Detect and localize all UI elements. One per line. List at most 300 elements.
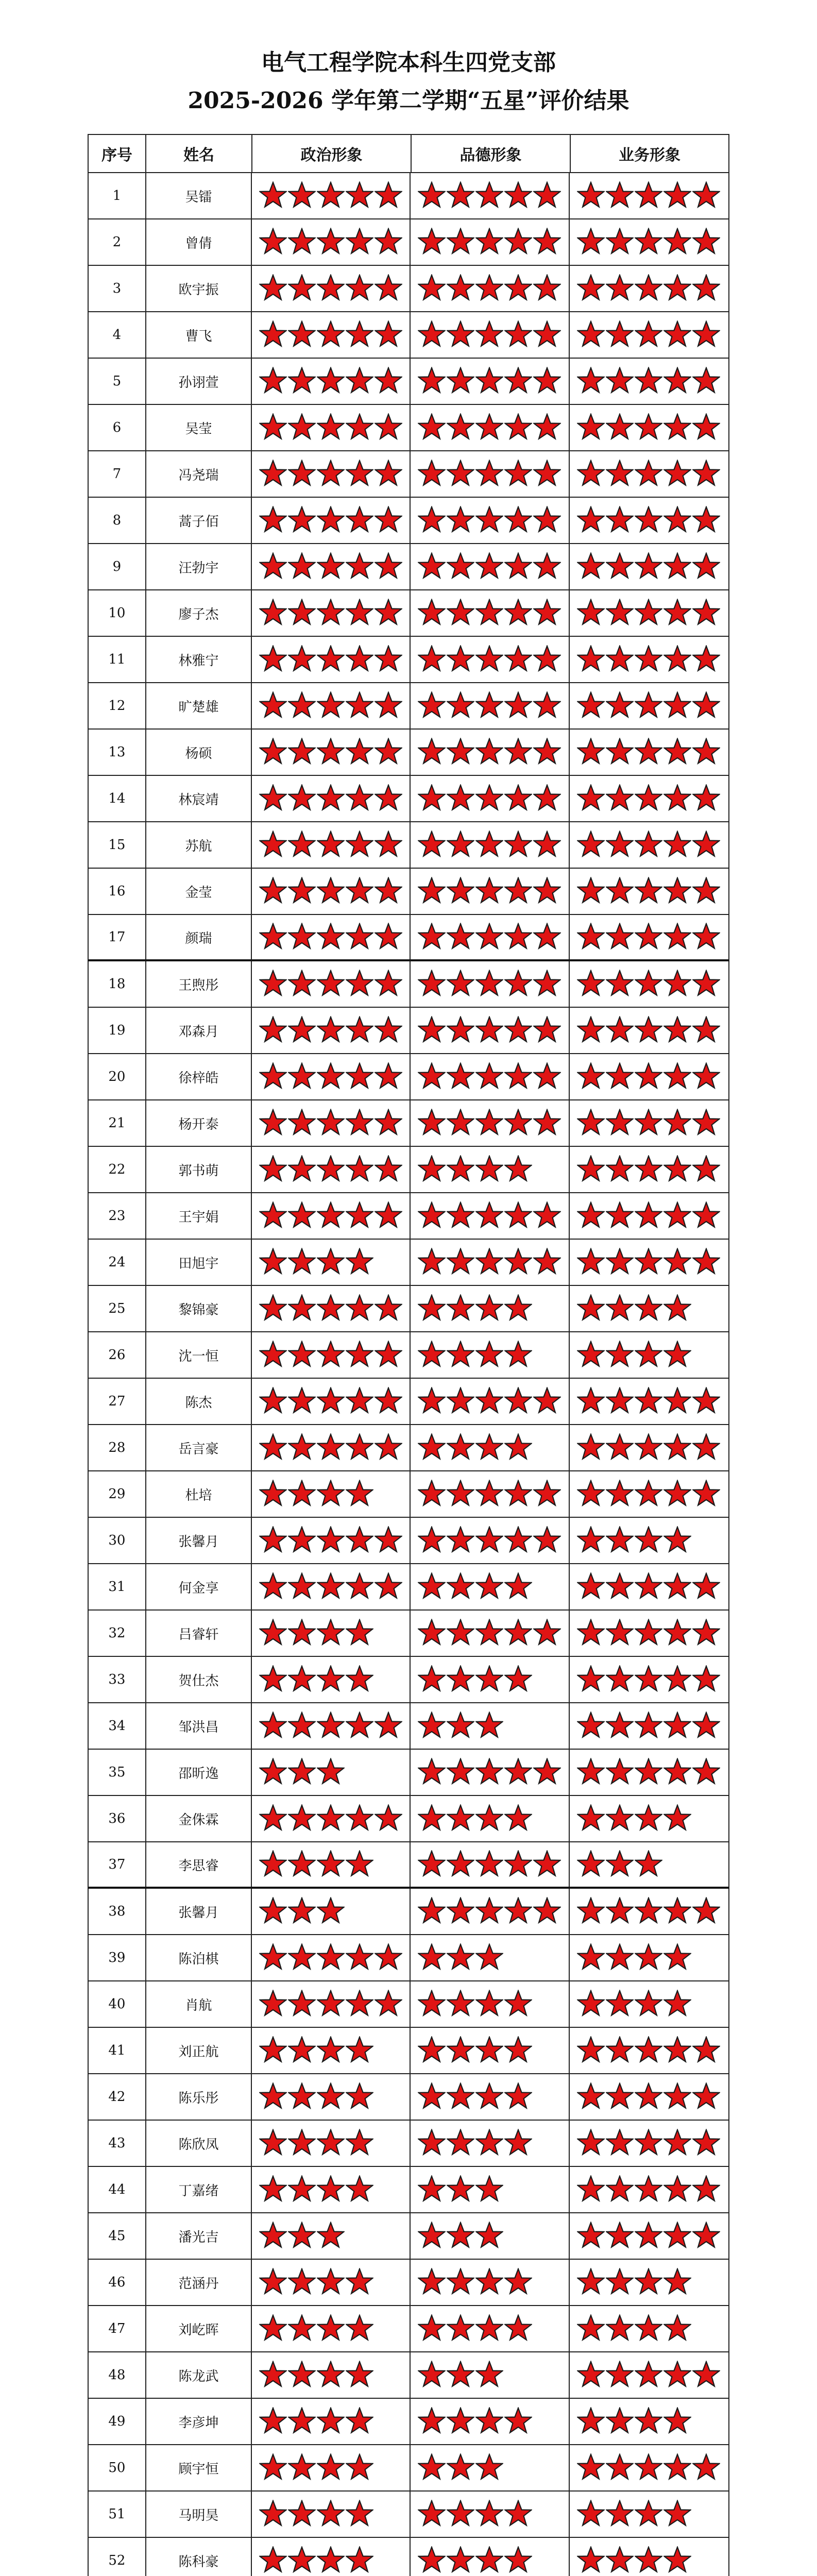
red-star-icon [635, 1711, 663, 1740]
red-star-icon [288, 1201, 317, 1230]
red-star-icon [692, 1572, 721, 1601]
row-index: 22 [89, 1147, 146, 1192]
red-star-icon [692, 599, 721, 628]
rating-work [570, 1796, 728, 1841]
star-rating [418, 599, 562, 628]
red-star-icon [504, 1062, 533, 1091]
red-star-icon [635, 1943, 663, 1972]
table-row [88, 1842, 729, 1889]
red-star-icon [606, 1572, 635, 1601]
red-star-icon [288, 1016, 317, 1045]
red-star-icon [418, 460, 447, 488]
red-star-icon [635, 181, 663, 210]
red-star-icon [577, 645, 606, 674]
member-name: 徐梓皓 [146, 1054, 252, 1099]
row-index: 13 [89, 730, 146, 775]
table-row [88, 1008, 729, 1054]
red-star-icon [447, 506, 475, 535]
star-rating [259, 2082, 375, 2111]
member-name: 范涵丹 [146, 2260, 252, 2305]
red-star-icon [504, 1480, 533, 1509]
row-index: 34 [89, 1703, 146, 1749]
red-star-icon [635, 367, 663, 396]
red-star-icon [346, 2361, 375, 2389]
table-row [88, 961, 729, 1008]
star-rating [577, 1016, 721, 1045]
red-star-icon [447, 228, 475, 257]
red-star-icon [346, 2407, 375, 2436]
red-star-icon [418, 2361, 447, 2389]
red-star-icon [418, 181, 447, 210]
table-row [88, 730, 729, 776]
rating-work [570, 683, 728, 728]
rating-moral [411, 1332, 569, 1378]
header-moral: 品德形象 [412, 135, 571, 172]
red-star-icon [475, 460, 504, 488]
red-star-icon [663, 320, 692, 349]
red-star-icon [259, 784, 288, 813]
red-star-icon [375, 228, 403, 257]
red-star-icon [635, 923, 663, 952]
star-rating [577, 1387, 721, 1416]
row-index: 1 [89, 173, 146, 218]
red-star-icon [288, 2453, 317, 2482]
star-rating [418, 2546, 533, 2575]
red-star-icon [577, 2036, 606, 2065]
red-star-icon [533, 367, 562, 396]
red-star-icon [418, 1990, 447, 2019]
table-row [88, 1889, 729, 1935]
red-star-icon [577, 831, 606, 859]
red-star-icon [504, 2129, 533, 2158]
rating-work [570, 1008, 728, 1053]
red-star-icon [418, 645, 447, 674]
red-star-icon [504, 645, 533, 674]
red-star-icon [475, 2546, 504, 2575]
rating-moral [411, 961, 569, 1007]
star-rating [577, 2222, 721, 2250]
red-star-icon [635, 2546, 663, 2575]
red-star-icon [346, 1526, 375, 1555]
star-rating [259, 552, 403, 581]
member-name: 颜瑞 [146, 915, 252, 959]
row-index: 43 [89, 2121, 146, 2166]
rating-political [252, 1611, 411, 1656]
rating-work [570, 1425, 728, 1470]
star-rating [418, 2036, 533, 2065]
rating-political [252, 2260, 411, 2305]
rating-political [252, 544, 411, 589]
document-subtitle: 2025-2026 学年第二学期“五星”评价结果 [188, 88, 629, 114]
red-star-icon [317, 1990, 346, 2019]
red-star-icon [447, 1943, 475, 1972]
red-star-icon [447, 1480, 475, 1509]
rating-table [88, 134, 729, 2576]
star-rating [577, 552, 721, 581]
red-star-icon [606, 2546, 635, 2575]
rating-moral [411, 173, 569, 218]
red-star-icon [692, 2361, 721, 2389]
table-row [88, 683, 729, 730]
red-star-icon [259, 2546, 288, 2575]
red-star-icon [504, 1109, 533, 1138]
star-rating [259, 2036, 375, 2065]
red-star-icon [346, 1155, 375, 1184]
red-star-icon [317, 2268, 346, 2297]
row-index: 31 [89, 1564, 146, 1609]
red-star-icon [606, 2361, 635, 2389]
red-star-icon [418, 2314, 447, 2343]
red-star-icon [418, 738, 447, 767]
red-star-icon [606, 1711, 635, 1740]
red-star-icon [317, 413, 346, 442]
red-star-icon [346, 2500, 375, 2529]
star-rating [577, 1943, 692, 1972]
star-rating [418, 645, 562, 674]
red-star-icon [692, 1619, 721, 1648]
red-star-icon [504, 1897, 533, 1926]
red-star-icon [606, 1201, 635, 1230]
red-star-icon [346, 691, 375, 720]
red-star-icon [504, 2546, 533, 2575]
red-star-icon [663, 2036, 692, 2065]
rating-moral [411, 822, 569, 868]
red-star-icon [606, 1248, 635, 1277]
star-rating [259, 1341, 403, 1369]
rating-moral [411, 2399, 569, 2444]
rating-political [252, 915, 411, 959]
red-star-icon [475, 1711, 504, 1740]
red-star-icon [475, 1572, 504, 1601]
red-star-icon [346, 1387, 375, 1416]
star-rating [418, 1619, 562, 1648]
red-star-icon [663, 1990, 692, 2019]
red-star-icon [475, 784, 504, 813]
header-name: 姓名 [146, 135, 252, 172]
rating-work [570, 266, 728, 311]
red-star-icon [577, 506, 606, 535]
red-star-icon [317, 1572, 346, 1601]
star-rating [418, 1572, 533, 1601]
star-rating [577, 970, 721, 998]
star-rating [577, 2407, 692, 2436]
red-star-icon [259, 1758, 288, 1787]
red-star-icon [475, 2361, 504, 2389]
red-star-icon [635, 1572, 663, 1601]
red-star-icon [663, 228, 692, 257]
row-index: 15 [89, 822, 146, 868]
red-star-icon [475, 506, 504, 535]
red-star-icon [663, 2268, 692, 2297]
rating-moral [411, 730, 569, 775]
red-star-icon [447, 2222, 475, 2250]
red-star-icon [259, 1990, 288, 2019]
red-star-icon [504, 1758, 533, 1787]
red-star-icon [418, 2268, 447, 2297]
red-star-icon [577, 2546, 606, 2575]
star-rating [418, 506, 562, 535]
rating-political [252, 1332, 411, 1378]
star-rating [418, 877, 562, 906]
star-rating [418, 2500, 533, 2529]
table-row [88, 1332, 729, 1379]
red-star-icon [475, 1850, 504, 1879]
red-star-icon [259, 923, 288, 952]
red-star-icon [375, 1016, 403, 1045]
red-star-icon [663, 2407, 692, 2436]
rating-moral [411, 1054, 569, 1099]
red-star-icon [533, 831, 562, 859]
red-star-icon [447, 923, 475, 952]
red-star-icon [577, 460, 606, 488]
red-star-icon [288, 1804, 317, 1833]
red-star-icon [317, 552, 346, 581]
rating-moral [411, 405, 569, 450]
rating-moral [411, 776, 569, 821]
star-rating [577, 1341, 692, 1369]
red-star-icon [577, 552, 606, 581]
table-row [88, 1240, 729, 1286]
row-index: 2 [89, 219, 146, 265]
red-star-icon [533, 1619, 562, 1648]
rating-moral [411, 1750, 569, 1795]
star-rating [577, 2453, 721, 2482]
rating-moral [411, 637, 569, 682]
red-star-icon [475, 2268, 504, 2297]
red-star-icon [375, 320, 403, 349]
red-star-icon [375, 599, 403, 628]
red-star-icon [375, 1062, 403, 1091]
star-rating [418, 1526, 562, 1555]
red-star-icon [475, 1341, 504, 1369]
rating-political [252, 869, 411, 914]
member-name: 刘正航 [146, 2028, 252, 2073]
table-row [88, 1193, 729, 1240]
star-rating [418, 1711, 504, 1740]
rating-political [252, 2213, 411, 2259]
rating-moral [411, 2260, 569, 2305]
rating-work [570, 173, 728, 218]
red-star-icon [288, 970, 317, 998]
red-star-icon [533, 552, 562, 581]
member-name: 邓森月 [146, 1008, 252, 1053]
star-rating [577, 1850, 663, 1879]
red-star-icon [663, 1155, 692, 1184]
red-star-icon [663, 1387, 692, 1416]
star-rating [418, 1804, 533, 1833]
red-star-icon [692, 645, 721, 674]
table-row [88, 2121, 729, 2167]
red-star-icon [606, 2036, 635, 2065]
red-star-icon [606, 599, 635, 628]
red-star-icon [533, 274, 562, 303]
star-rating [259, 2500, 375, 2529]
red-star-icon [692, 691, 721, 720]
table-row [88, 1935, 729, 1981]
star-rating [577, 2268, 692, 2297]
member-name: 吕睿轩 [146, 1611, 252, 1656]
rating-political [252, 1286, 411, 1331]
red-star-icon [447, 645, 475, 674]
red-star-icon [418, 2175, 447, 2204]
member-name: 张馨月 [146, 1889, 252, 1934]
red-star-icon [635, 1387, 663, 1416]
red-star-icon [577, 2314, 606, 2343]
red-star-icon [418, 1619, 447, 1648]
red-star-icon [375, 1294, 403, 1323]
row-index: 29 [89, 1471, 146, 1517]
red-star-icon [447, 1155, 475, 1184]
red-star-icon [418, 2453, 447, 2482]
rating-political [252, 730, 411, 775]
star-rating [418, 738, 562, 767]
rating-work [570, 637, 728, 682]
red-star-icon [375, 274, 403, 303]
red-star-icon [663, 645, 692, 674]
red-star-icon [259, 2314, 288, 2343]
red-star-icon [577, 1155, 606, 1184]
red-star-icon [533, 1850, 562, 1879]
red-star-icon [577, 181, 606, 210]
red-star-icon [288, 1294, 317, 1323]
star-rating [418, 274, 562, 303]
table-row [88, 1796, 729, 1842]
red-star-icon [577, 1665, 606, 1694]
red-star-icon [375, 1155, 403, 1184]
red-star-icon [447, 2407, 475, 2436]
row-index: 46 [89, 2260, 146, 2305]
red-star-icon [418, 552, 447, 581]
red-star-icon [692, 460, 721, 488]
star-rating [259, 367, 403, 396]
rating-political [252, 1147, 411, 1192]
rating-work [570, 2445, 728, 2490]
red-star-icon [635, 1990, 663, 2019]
red-star-icon [317, 460, 346, 488]
red-star-icon [346, 506, 375, 535]
red-star-icon [259, 1433, 288, 1462]
rating-moral [411, 2074, 569, 2120]
member-name: 曹飞 [146, 312, 252, 358]
table-row [88, 1379, 729, 1425]
rating-work [570, 822, 728, 868]
red-star-icon [606, 2129, 635, 2158]
red-star-icon [635, 1341, 663, 1369]
red-star-icon [606, 2082, 635, 2111]
red-star-icon [288, 2314, 317, 2343]
red-star-icon [447, 413, 475, 442]
member-name: 金侏霖 [146, 1796, 252, 1841]
red-star-icon [663, 970, 692, 998]
rating-political [252, 2445, 411, 2490]
rating-political [252, 1935, 411, 1980]
red-star-icon [317, 2546, 346, 2575]
row-index: 26 [89, 1332, 146, 1378]
red-star-icon [606, 552, 635, 581]
red-star-icon [635, 1897, 663, 1926]
red-star-icon [418, 1341, 447, 1369]
star-rating [577, 2361, 721, 2389]
table-row [88, 312, 729, 359]
red-star-icon [577, 1850, 606, 1879]
red-star-icon [447, 970, 475, 998]
red-star-icon [418, 1201, 447, 1230]
red-star-icon [447, 1062, 475, 1091]
red-star-icon [259, 1294, 288, 1323]
rating-moral [411, 1518, 569, 1563]
red-star-icon [375, 1201, 403, 1230]
star-rating [577, 1109, 721, 1138]
red-star-icon [259, 1526, 288, 1555]
red-star-icon [259, 2222, 288, 2250]
red-star-icon [317, 1294, 346, 1323]
red-star-icon [375, 552, 403, 581]
red-star-icon [606, 228, 635, 257]
red-star-icon [317, 2222, 346, 2250]
red-star-icon [346, 1062, 375, 1091]
red-star-icon [346, 1572, 375, 1601]
red-star-icon [577, 2268, 606, 2297]
red-star-icon [692, 1387, 721, 1416]
red-star-icon [447, 320, 475, 349]
red-star-icon [288, 1619, 317, 1648]
red-star-icon [346, 1665, 375, 1694]
red-star-icon [447, 1016, 475, 1045]
star-rating [259, 274, 403, 303]
red-star-icon [475, 738, 504, 767]
red-star-icon [447, 1387, 475, 1416]
red-star-icon [346, 552, 375, 581]
red-star-icon [606, 506, 635, 535]
rating-political [252, 961, 411, 1007]
red-star-icon [577, 1480, 606, 1509]
red-star-icon [346, 877, 375, 906]
red-star-icon [663, 599, 692, 628]
row-index: 45 [89, 2213, 146, 2259]
red-star-icon [418, 877, 447, 906]
red-star-icon [259, 1619, 288, 1648]
red-star-icon [663, 1016, 692, 1045]
red-star-icon [259, 2453, 288, 2482]
member-name: 苏航 [146, 822, 252, 868]
rating-work [570, 544, 728, 589]
red-star-icon [259, 460, 288, 488]
star-rating [577, 738, 721, 767]
red-star-icon [418, 1294, 447, 1323]
rating-political [252, 776, 411, 821]
rating-political [252, 637, 411, 682]
member-name: 黎锦豪 [146, 1286, 252, 1331]
red-star-icon [346, 1711, 375, 1740]
star-rating [418, 1109, 562, 1138]
rating-work [570, 1657, 728, 1702]
red-star-icon [375, 784, 403, 813]
member-name: 贺仕杰 [146, 1657, 252, 1702]
rating-work [570, 1611, 728, 1656]
red-star-icon [692, 831, 721, 859]
red-star-icon [447, 1711, 475, 1740]
row-index: 48 [89, 2352, 146, 2398]
rating-political [252, 1889, 411, 1934]
red-star-icon [418, 2036, 447, 2065]
red-star-icon [447, 1572, 475, 1601]
red-star-icon [635, 645, 663, 674]
rating-moral [411, 2213, 569, 2259]
red-star-icon [635, 1155, 663, 1184]
red-star-icon [504, 460, 533, 488]
red-star-icon [533, 228, 562, 257]
red-star-icon [663, 2314, 692, 2343]
